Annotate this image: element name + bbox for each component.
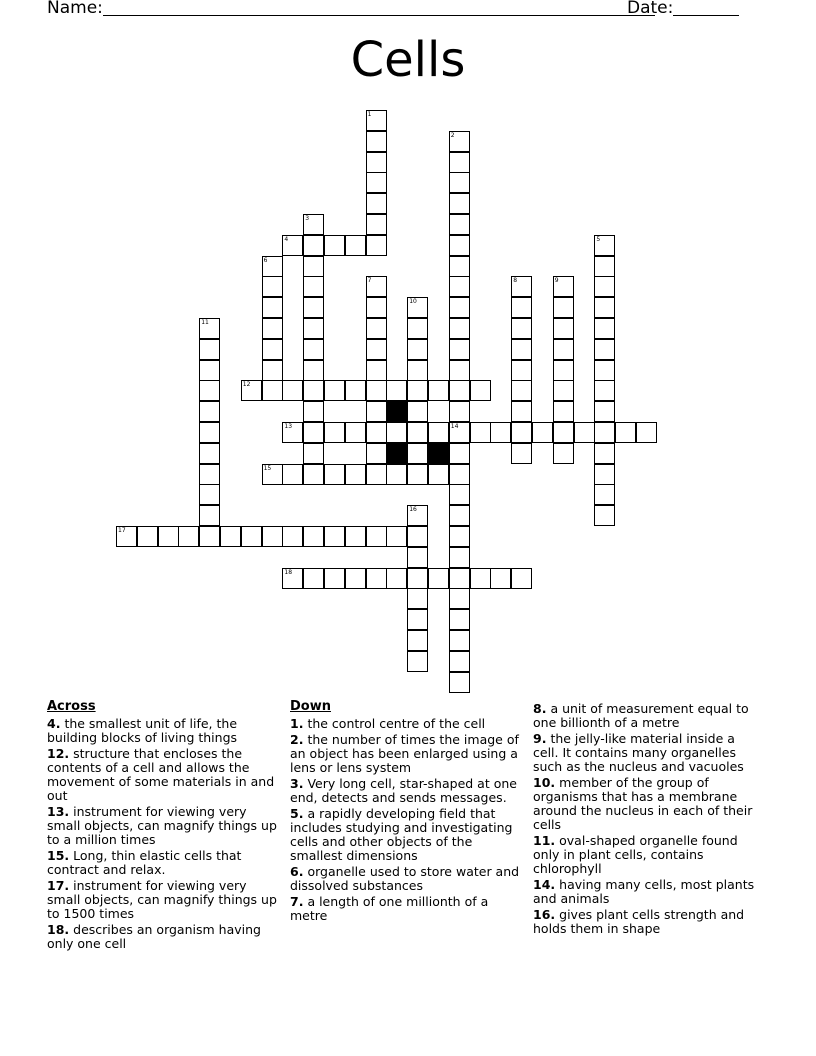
grid-cell[interactable] <box>366 526 387 547</box>
clue-number: 13. <box>47 804 70 819</box>
clue-number-label: 11 <box>201 319 209 326</box>
clue-number-label: 14 <box>450 423 459 430</box>
down-heading: Down <box>290 699 331 714</box>
grid-cell[interactable] <box>386 568 407 589</box>
grid-cell[interactable] <box>303 256 324 277</box>
grid-cell[interactable] <box>303 401 324 422</box>
grid-cell[interactable] <box>407 318 428 339</box>
clue-text: instrument for viewing very small objects, can magnify things up to 1500 times <box>47 878 277 921</box>
grid-cell[interactable] <box>303 276 324 297</box>
grid-cell[interactable] <box>428 464 449 485</box>
grid-cell[interactable] <box>407 297 428 318</box>
grid-cell[interactable] <box>282 568 303 589</box>
grid-cell[interactable] <box>553 443 574 464</box>
clue-item <box>290 717 520 731</box>
grid-cell[interactable] <box>428 422 449 443</box>
grid-cell[interactable] <box>615 422 636 443</box>
grid-cell[interactable] <box>366 464 387 485</box>
grid-cell[interactable] <box>594 235 615 256</box>
grid-cell[interactable] <box>449 360 470 381</box>
grid-cell[interactable] <box>449 256 470 277</box>
clue-text: organelle used to store water and dissolved substances <box>290 864 520 893</box>
grid-cell[interactable] <box>449 464 470 485</box>
grid-cell[interactable] <box>553 276 574 297</box>
grid-cell[interactable] <box>324 464 345 485</box>
grid-cell[interactable] <box>303 380 324 401</box>
grid-cell[interactable] <box>449 609 470 630</box>
black-cell <box>386 443 407 464</box>
grid-cell[interactable] <box>470 380 491 401</box>
grid-cell[interactable] <box>262 256 283 277</box>
grid-cell[interactable] <box>594 318 615 339</box>
grid-cell[interactable] <box>303 422 324 443</box>
clue-item <box>290 865 520 893</box>
clue-item <box>533 702 763 730</box>
grid-cell[interactable] <box>199 443 220 464</box>
grid-cell[interactable] <box>262 380 283 401</box>
grid-cell[interactable] <box>199 526 220 547</box>
grid-cell[interactable] <box>511 360 532 381</box>
grid-cell[interactable] <box>386 526 407 547</box>
across-heading: Across <box>47 699 96 714</box>
grid-cell[interactable] <box>594 297 615 318</box>
grid-cell[interactable] <box>449 380 470 401</box>
grid-cell[interactable] <box>366 276 387 297</box>
grid-cell[interactable] <box>303 464 324 485</box>
grid-cell[interactable] <box>594 443 615 464</box>
grid-cell[interactable] <box>449 276 470 297</box>
grid-cell[interactable] <box>282 235 303 256</box>
grid-cell[interactable] <box>199 401 220 422</box>
date-label: Date: <box>627 0 674 18</box>
grid-cell[interactable] <box>345 235 366 256</box>
clue-number: 14. <box>533 877 556 892</box>
grid-cell[interactable] <box>262 464 283 485</box>
grid-cell[interactable] <box>553 401 574 422</box>
grid-cell[interactable] <box>449 588 470 609</box>
grid-cell[interactable] <box>449 152 470 173</box>
grid-cell[interactable] <box>199 505 220 526</box>
grid-cell[interactable] <box>449 547 470 568</box>
grid-cell[interactable] <box>594 401 615 422</box>
grid-cell[interactable] <box>449 505 470 526</box>
grid-cell[interactable] <box>449 422 470 443</box>
clue-text: the smallest unit of life, the building blocks of living things <box>47 716 238 745</box>
grid-cell[interactable] <box>407 588 428 609</box>
clue-number-label: 13 <box>284 423 293 430</box>
clue-text: having many cells, most plants and animals <box>533 877 755 906</box>
clue-item <box>47 747 282 803</box>
grid-cell[interactable] <box>366 360 387 381</box>
clue-number-label: 17 <box>118 527 126 534</box>
grid-cell[interactable] <box>366 152 387 173</box>
clue-number-label: 15 <box>263 464 272 472</box>
grid-cell[interactable] <box>282 526 303 547</box>
grid-cell[interactable] <box>282 422 303 443</box>
clue-item <box>290 807 520 863</box>
clue-number: 9. <box>533 731 547 746</box>
clue-number-label: 7 <box>367 277 372 285</box>
grid-cell[interactable] <box>366 443 387 464</box>
grid-cell[interactable] <box>449 484 470 505</box>
grid-cell[interactable] <box>449 131 470 152</box>
grid-cell[interactable] <box>345 422 366 443</box>
clue-item <box>533 834 763 876</box>
grid-cell[interactable] <box>449 526 470 547</box>
grid-cell[interactable] <box>241 526 262 547</box>
grid-cell[interactable] <box>594 380 615 401</box>
clue-number: 6. <box>290 864 304 879</box>
grid-cell[interactable] <box>241 380 262 401</box>
grid-cell[interactable] <box>324 422 345 443</box>
clue-number: 8. <box>533 701 547 716</box>
grid-cell[interactable] <box>262 318 283 339</box>
grid-cell[interactable] <box>407 401 428 422</box>
grid-cell[interactable] <box>594 339 615 360</box>
grid-cell[interactable] <box>345 380 366 401</box>
clue-item <box>290 733 520 775</box>
grid-cell[interactable] <box>428 568 449 589</box>
grid-cell[interactable] <box>303 214 324 235</box>
grid-cell[interactable] <box>511 380 532 401</box>
clue-item <box>533 732 763 774</box>
grid-cell[interactable] <box>511 422 532 443</box>
grid-cell[interactable] <box>345 568 366 589</box>
clue-number-label: 1 <box>367 111 372 118</box>
grid-cell[interactable] <box>366 193 387 214</box>
grid-cell[interactable] <box>366 318 387 339</box>
grid-cell[interactable] <box>449 568 470 589</box>
clue-number-label: 2 <box>450 131 455 139</box>
grid-cell[interactable] <box>303 360 324 381</box>
clue-item <box>47 805 282 847</box>
name-label: Name: <box>47 0 103 18</box>
grid-cell[interactable] <box>407 568 428 589</box>
grid-cell[interactable] <box>199 484 220 505</box>
clue-text: member of the group of organisms that has a membrane around the nucleus in each of their cells <box>533 775 753 832</box>
clue-text: structure that encloses the contents of a cell and allows the movement of some materials in and out <box>47 746 275 803</box>
clue-text: describes an organism having only one cell <box>47 922 261 951</box>
clue-item <box>47 879 282 921</box>
grid-cell[interactable] <box>594 360 615 381</box>
clue-number-label: 16 <box>409 506 417 514</box>
clue-number: 2. <box>290 732 304 747</box>
clue-text: the number of times the image of an object has been enlarged using a lens or lens system <box>290 732 519 775</box>
grid-cell[interactable] <box>553 360 574 381</box>
grid-cell[interactable] <box>449 630 470 651</box>
grid-cell[interactable] <box>366 110 387 131</box>
clue-number: 4. <box>47 716 61 731</box>
clue-text: gives plant cells strength and holds them in shape <box>533 907 745 936</box>
grid-cell[interactable] <box>490 422 511 443</box>
grid-cell[interactable] <box>303 318 324 339</box>
grid-cell[interactable] <box>511 276 532 297</box>
grid-cell[interactable] <box>449 318 470 339</box>
clue-number: 10. <box>533 775 556 790</box>
grid-cell[interactable] <box>532 422 553 443</box>
clue-item <box>533 908 763 936</box>
clue-text: instrument for viewing very small objects, can magnify things up to a million times <box>47 804 277 847</box>
clue-text: the jelly-like material inside a cell. It contains many organelles such as the nucleus and vacuoles <box>533 731 744 774</box>
grid-cell[interactable] <box>553 318 574 339</box>
grid-cell[interactable] <box>470 568 491 589</box>
grid-cell[interactable] <box>449 651 470 672</box>
clue-number: 7. <box>290 894 304 909</box>
grid-cell[interactable] <box>220 526 241 547</box>
clue-item <box>47 849 282 877</box>
grid-cell[interactable] <box>366 235 387 256</box>
black-cell <box>428 443 449 464</box>
grid-cell[interactable] <box>470 422 491 443</box>
grid-cell[interactable] <box>262 339 283 360</box>
grid-cell[interactable] <box>199 422 220 443</box>
grid-cell[interactable] <box>262 360 283 381</box>
grid-cell[interactable] <box>574 422 595 443</box>
grid-cell[interactable] <box>366 380 387 401</box>
grid-cell[interactable] <box>303 235 324 256</box>
clue-item <box>533 878 763 906</box>
grid-cell[interactable] <box>386 464 407 485</box>
grid-cell[interactable] <box>407 380 428 401</box>
clue-item <box>47 717 282 745</box>
grid-cell[interactable] <box>303 526 324 547</box>
grid-cell[interactable] <box>366 568 387 589</box>
clue-number-label: 4 <box>284 235 289 243</box>
clue-text: Very long cell, star-shaped at one end, detects and sends messages. <box>290 776 517 805</box>
clue-number: 5. <box>290 806 304 821</box>
clue-number-label: 3 <box>305 215 310 222</box>
grid-cell[interactable] <box>282 380 303 401</box>
grid-cell[interactable] <box>282 464 303 485</box>
grid-cell[interactable] <box>407 630 428 651</box>
grid-cell[interactable] <box>594 464 615 485</box>
grid-cell[interactable] <box>490 568 511 589</box>
clue-number: 18. <box>47 922 70 937</box>
grid-cell[interactable] <box>407 339 428 360</box>
grid-cell[interactable] <box>262 526 283 547</box>
grid-cell[interactable] <box>262 276 283 297</box>
clue-number: 11. <box>533 833 556 848</box>
grid-cell[interactable] <box>324 568 345 589</box>
grid-cell[interactable] <box>262 297 283 318</box>
grid-cell[interactable] <box>407 505 428 526</box>
clue-item <box>533 776 763 832</box>
clue-item <box>290 895 520 923</box>
clue-number-label: 10 <box>409 298 417 306</box>
grid-cell[interactable] <box>178 526 199 547</box>
grid-cell[interactable] <box>324 380 345 401</box>
grid-cell[interactable] <box>449 672 470 693</box>
grid-cell[interactable] <box>303 443 324 464</box>
grid-cell[interactable] <box>407 360 428 381</box>
grid-cell[interactable] <box>594 484 615 505</box>
down-clues-continued <box>533 702 763 938</box>
grid-cell[interactable] <box>324 235 345 256</box>
grid-cell[interactable] <box>407 526 428 547</box>
grid-cell[interactable] <box>116 526 137 547</box>
clue-text: Long, thin elastic cells that contract and relax. <box>47 848 242 877</box>
grid-cell[interactable] <box>303 339 324 360</box>
clue-number-label: 12 <box>242 381 251 389</box>
clue-number-label: 8 <box>513 277 518 285</box>
grid-cell[interactable] <box>449 172 470 193</box>
grid-cell[interactable] <box>199 464 220 485</box>
grid-cell[interactable] <box>553 422 574 443</box>
grid-cell[interactable] <box>199 380 220 401</box>
clue-number-label: 5 <box>596 235 601 243</box>
grid-cell[interactable] <box>407 464 428 485</box>
grid-cell[interactable] <box>303 568 324 589</box>
clue-number-label: 6 <box>263 256 268 264</box>
grid-cell[interactable] <box>511 568 532 589</box>
grid-cell[interactable] <box>199 360 220 381</box>
grid-cell[interactable] <box>345 464 366 485</box>
grid-cell[interactable] <box>449 297 470 318</box>
grid-cell[interactable] <box>366 297 387 318</box>
grid-cell[interactable] <box>366 172 387 193</box>
across-clues <box>47 700 282 953</box>
clue-item <box>47 923 282 951</box>
grid-cell[interactable] <box>366 214 387 235</box>
grid-cell[interactable] <box>407 443 428 464</box>
clue-item <box>290 777 520 805</box>
grid-cell[interactable] <box>449 443 470 464</box>
grid-cell[interactable] <box>407 547 428 568</box>
grid-cell[interactable] <box>324 526 345 547</box>
grid-cell[interactable] <box>366 339 387 360</box>
grid-cell[interactable] <box>511 297 532 318</box>
grid-cell[interactable] <box>407 651 428 672</box>
clue-number-label: 9 <box>554 277 559 285</box>
grid-cell[interactable] <box>594 276 615 297</box>
grid-cell[interactable] <box>636 422 657 443</box>
page-title: Cells <box>350 32 466 88</box>
clue-text: the control centre of the cell <box>307 716 486 731</box>
clue-number: 15. <box>47 848 70 863</box>
grid-cell[interactable] <box>449 235 470 256</box>
grid-cell[interactable] <box>199 339 220 360</box>
grid-cell[interactable] <box>511 318 532 339</box>
clue-text: oval-shaped organelle found only in plant cells, contains chlorophyll <box>533 833 738 876</box>
grid-cell[interactable] <box>449 193 470 214</box>
clue-number: 3. <box>290 776 304 791</box>
grid-cell[interactable] <box>386 422 407 443</box>
grid-cell[interactable] <box>553 380 574 401</box>
clue-number: 17. <box>47 878 70 893</box>
grid-cell[interactable] <box>428 380 449 401</box>
grid-cell[interactable] <box>345 526 366 547</box>
grid-cell[interactable] <box>511 401 532 422</box>
grid-cell[interactable] <box>553 339 574 360</box>
clue-number: 1. <box>290 716 304 731</box>
clue-text: a rapidly developing field that includes studying and investigating cells and other objects of the smallest dimensions <box>290 806 513 863</box>
grid-cell[interactable] <box>366 131 387 152</box>
grid-cell[interactable] <box>449 214 470 235</box>
clue-number: 12. <box>47 746 70 761</box>
down-clues <box>290 700 520 925</box>
grid-cell[interactable] <box>366 401 387 422</box>
grid-cell[interactable] <box>511 443 532 464</box>
grid-cell[interactable] <box>594 422 615 443</box>
grid-cell[interactable] <box>386 380 407 401</box>
grid-cell[interactable] <box>553 297 574 318</box>
grid-cell[interactable] <box>449 401 470 422</box>
grid-cell[interactable] <box>449 339 470 360</box>
grid-cell[interactable] <box>407 609 428 630</box>
clue-text: a length of one millionth of a metre <box>290 894 489 923</box>
clue-number: 16. <box>533 907 556 922</box>
grid-cell[interactable] <box>594 256 615 277</box>
grid-cell[interactable] <box>594 505 615 526</box>
clue-text: a unit of measurement equal to one billionth of a metre <box>533 701 749 730</box>
grid-cell[interactable] <box>137 526 158 547</box>
grid-cell[interactable] <box>366 422 387 443</box>
grid-cell[interactable] <box>407 422 428 443</box>
grid-cell[interactable] <box>158 526 179 547</box>
black-cell <box>386 401 407 422</box>
grid-cell[interactable] <box>303 297 324 318</box>
clue-number-label: 18 <box>284 568 293 576</box>
grid-cell[interactable] <box>511 339 532 360</box>
grid-cell[interactable] <box>199 318 220 339</box>
